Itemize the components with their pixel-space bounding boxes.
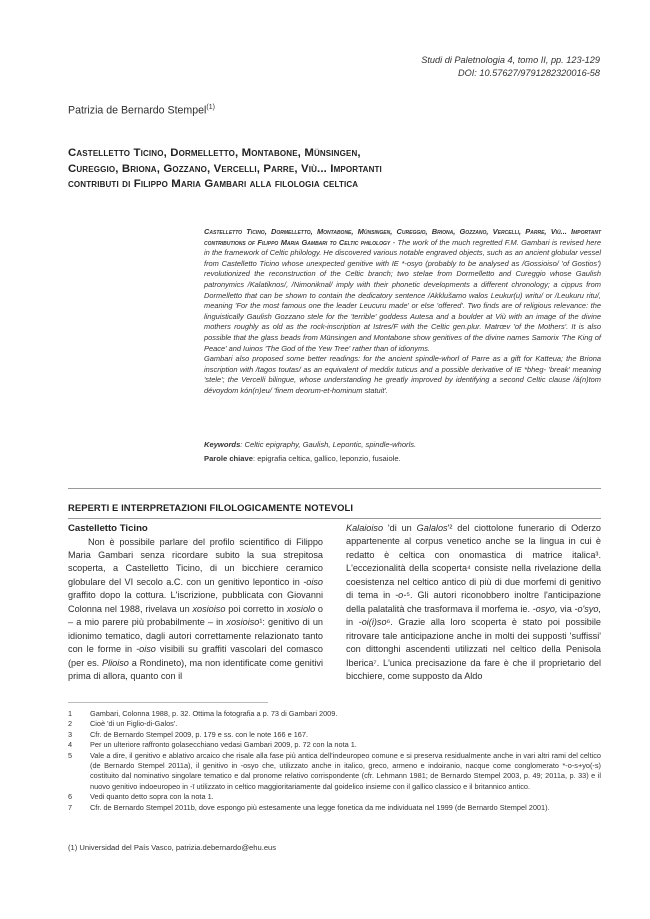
body-paragraph-left [68,536,323,684]
text-run: -o- [395,590,407,601]
journal-series-info [421,54,600,80]
text-run: -oiso [136,644,156,655]
text-run: xosioiso [192,603,226,614]
journal-citation: Studi di Paletnologia 4, tomo II, pp. 123-129 [421,55,600,65]
footnote [68,730,601,740]
footnote-separator [68,702,268,703]
parole-chiave-text: : epigrafia celtica, gallico, leponzio, fusaiole. [252,454,401,463]
text-run: -oi(i)so [358,617,387,628]
text-run: o – a mio parere più probabilmente – in [68,603,323,628]
title-line-3: contributi di Filippo Maria Gambari alla filologia celtica [68,178,359,191]
footnote-number: 1 [68,709,73,718]
doi: DOI: 10.57627/9791282320016-58 [457,68,600,78]
text-run: 'di un [383,523,417,533]
text-run: Galalos [416,523,448,533]
text-run: Non è possibile parlare del profilo scientifico di Filippo Maria Gambari senza ricordare subito la sua strepitosa scoperta, a Castelletto Ticino, di un bicchiere ceramico globulare del VI secolo a.C. con un genitivo lepontico in [68,536,323,587]
text-run: visibili su graffiti vascolari del comasco (per es. [68,644,323,668]
article-title [68,146,588,193]
parole-chiave-label: Parole chiave [204,454,253,463]
abstract-text-1: - The work of the much regretted F.M. Gambari is revised here in the framework of Celtic philology. He discovered various notable engraved objects, such as an ancient globular vessel from Castelletto Ticino whose unexpected genitive with IE *-osyo (probably to be analysed as /Gossioiso/ 'of Gostios') revolutionized the reconstruction of the Celtic branch; two stelae from Dormelletto and Cureggio whose Gaulish patronymics /Kalatiknos/, /Nimoniknal/ imply with their phonetic developments a different chronology; a cippus from Dormelletto that can be shown to contain the dedicatory sentence /Akklušamo walos Leukur(u) writu/ or /Leukuru ritu/, meaning 'For the most famous one the leader Leucuru made' or else 'offered'. Two finds are of religious relevance: the linguistically Gaulish Gozzano stele for the 'terrible' goddess Autesa and a boulder at Viù with an image of the divine mothers roughly as old as the rock-inscription at Istres/F with the Celtic gen.plur. Matrœv 'of the Mothers'. It is also possible that the glass beads from Münsingen and Montabone show genitives of the divine names Samorix 'The King of Peace' and Iuinos 'The God of the Yew Tree' rather than of idionyms. [204,237,602,353]
abstract [204,227,601,397]
text-run: ⁶. Grazie alla loro scoperta è stato poi possibile ritrovare tale anticipazione anche in molti dei supposti 'suffissi' con dittonghi ascendenti utilizzati nel celtico della Penisola Iberica⁷. L'unica precisazione da fare è che il proprietario del bicchiere, come supposto da Aldo [346,617,601,681]
title-line-1: Castelletto Ticino, Dormelletto, Montabone, Münsingen, [68,147,361,159]
footnote-text: Cfr. de Bernardo Stempel 2011b, dove espongo più estesamente una legge fonetica da me individuata nel 1999 (de Bernardo Stempel 2001). [90,802,550,812]
text-run: -oiso [303,576,323,587]
author-affiliation: (1) Universidad del País Vasco, patrizia.debernardo@ehu.eus [68,843,277,852]
footnote-number: 7 [68,802,73,812]
text-run: xosiolo [286,603,316,614]
abstract-para-2: Gambari also proposed some better readings: for the ancient spindle-whorl of Parre as a gift for Katteua; the Briona inscription with /tagos toutas/ as an equivalent of meddix tuticus and a possible derivative of IE *bheg- 'break' meaning 'stele'; the Vercelli bilingue, whose understanding he greatly improved by identifying a second Celtic clause /á(n)tom dévoydom kón(n)eu/ 'finem deorum-et-hominum statuit'. [204,354,601,395]
text-run: graffito dopo la cottura. L'iscrizione, pubblicata con Giovanni Colonna nel 1988, rivelava un [68,590,323,614]
footnote-number: 3 [68,729,73,739]
text-run: '² del ciottolone funerario di Oderzo appartenente al corpus venetico anche se la lingua in cui è redatto è celtica con onomastica di matrice italica³. L'eccezionalità della scoperta⁴ consiste nella rivelazione della coesistenza nel celtico antico di più di due morfemi di genitivo di tema in [346,523,601,601]
footnote-text: Per un ulteriore raffronto golasecchiano vedasi Gambari 2009, p. 72 con la nota 1. [90,740,357,750]
footnote-text: Cioè 'di un Figlio-di-Galos'. [90,719,178,729]
footnote [68,792,601,802]
footnote-number: 5 [68,750,73,760]
text-run: poi corretto in [225,603,287,614]
footnote [68,709,601,719]
parole-chiave [204,454,601,465]
title-line-2: Cureggio, Briona, Gozzano, Vercelli, Parre, Viù... Importanti [68,162,382,175]
text-run: ¹: genitivo di un idionimo tematico, dagli autori correttamente relazionato tanto con le forme in [68,617,323,655]
author-name: Patrizia de Bernardo Stempel [68,104,207,117]
footnote-number: 2 [68,719,73,729]
subsection-title: Castelletto Ticino [68,523,148,534]
author-line [68,104,215,117]
footnote-number: 6 [68,792,73,802]
footnote-number: 4 [68,740,73,750]
abstract-lead: Castelletto Ticino, Dormelletto, Montabone, Münsingen, Cureggio, Briona, Gozzano, Vercelli, Parre, Viù... Important contributions of Filippo Maria Gambari to Celtic philology [204,227,601,247]
footnote [68,803,601,813]
author-note-mark: (1) [206,104,215,111]
footnote [68,719,601,729]
footnote-text: Cfr. de Bernardo Stempel 2009, p. 179 e ss. con le note 166 e 167. [90,729,309,739]
section-title: REPERTI E INTERPRETAZIONI FILOLOGICAMENTE NOTEVOLI [68,502,354,513]
abstract-para-1 [204,227,601,354]
section-divider-bottom [68,518,601,519]
text-run: xosioiso [226,617,260,628]
keywords-text: : Celtic epigraphy, Gaulish, Lepontic, spindle-whorls. [240,440,417,449]
footnotes [68,709,601,813]
body-column-left [68,522,323,683]
keywords-label: Keywords [204,440,241,449]
footnote-text: Gambari, Colonna 1988, p. 32. Ottima la fotografia a p. 73 di Gambari 2009. [90,709,338,718]
footnote [68,751,601,793]
footnote [68,740,601,750]
body-paragraph-right [346,522,601,683]
text-run: -o'syo, [574,603,601,614]
text-run: -osyo, [532,603,558,614]
footnote-text: Vedi quanto detto sopra con la nota 1. [90,792,214,802]
text-run: Kalaioiso [346,523,384,533]
keywords [204,440,601,451]
text-run: a Rondineto), ma non identificate come genitivi prima di allora, quanto con il [68,657,323,682]
body-column-right [346,522,601,683]
text-run: in [346,617,359,628]
text-run: Plioiso [102,657,129,668]
text-run: via [557,603,575,614]
text-run: ⁵. Gli autori riconobbero inoltre l'anticipazione della palatalità che trasformava il morfema ie. [346,590,601,614]
section-divider-top [68,488,601,489]
footnote-text: Vale a dire, il genitivo e ablativo arcaico che risale alla fase più antica dell'indeuropeo comune e si preserva residualmente anche in vari altri rami del celtico (de Bernardo Stempel 2011a), il genitivo in -osyo che, utilizzato anche in italico, greco, armeno e indoiranio, nacque come conglomerato *-o-s+yo(-s) costituito dal nominativo singolare tematico e dal pronome relativo corrispondente (cfr. Lehmann 1981; de Bernardo Stempel 2003, p. 49; 2011a, p. 33) e il nuovo genitivo indoeuropeo in -ī utilizzato in celtico maggioritariamente dal goidelico insieme con il gallico classico e il britannico antico. [90,750,601,791]
